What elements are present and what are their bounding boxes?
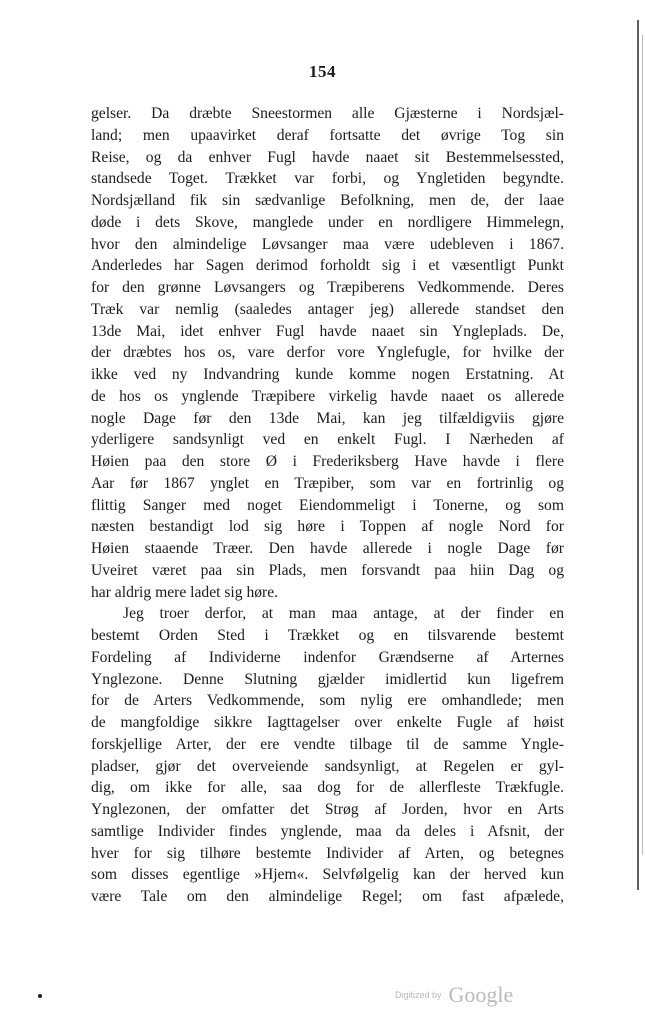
text-line: bestemt Orden Sted i Trækket og en tilsvarende bestemt (91, 627, 564, 644)
text-line: Jeg troer derfor, at man maa antage, at der finder en (123, 605, 564, 623)
text-line: der dræbtes hos os, vare derfor vore Ynglefugle, for hvilke der (91, 344, 564, 362)
text-line: for de Arters Vedkommende, som nylig ere omhandlede; men (91, 692, 564, 710)
text-line: Ynglezone. Denne Slutning gjælder imidlertid kun ligefrem (91, 670, 564, 688)
text-line: dig, om ikke for alle, saa dog for de allerfleste Trækfugle. (91, 779, 564, 797)
text-line: land; men upaavirket deraf fortsatte det øvrige Tog sin (91, 126, 564, 144)
text-line: har aldrig mere ladet sig høre. (91, 583, 279, 601)
text-line: hver for sig tilhøre bestemte Individer af Arten, og betegnes (91, 844, 564, 862)
text-line: de mangfoldige sikkre Iagttagelser over enkelte Fugle af høist (91, 714, 564, 731)
text-line: for den grønne Løvsangers og Træpiberens Vedkommende. Deres (91, 279, 564, 296)
text-line: som disses egentlige »Hjem«. Selvfølgelig kan der herved kun (91, 866, 564, 884)
body-text (91, 103, 564, 908)
text-line: Høien staaende Træer. Den havde allerede i nogle Dage før (91, 540, 564, 557)
text-line: Anderledes har Sagen derimod forholdt sig i et væsentligt Punkt (91, 257, 564, 275)
text-line: Aar før 1867 ynglet en Træpiber, som var en fortrinlig og (91, 474, 564, 492)
text-line: Reise, og da enhver Fugl havde naaet sit Bestemmelsessted, (91, 148, 564, 166)
text-line: Høien paa den store Ø i Frederiksberg Have havde i flere (91, 453, 564, 470)
text-line: nogle Dage før den 13de Mai, kan jeg tilfældigviis gjøre (91, 409, 564, 427)
scan-speck (38, 994, 42, 998)
text-line: flittig Sanger med noget Eiendommeligt i Tonerne, og som (91, 496, 564, 514)
text-line: pladser, gjør det overveiende sandsynligt, at Regelen er gyl- (91, 757, 564, 775)
page-number: 154 (309, 62, 336, 81)
text-line: forskjellige Arter, der ere vendte tilbage til de samme Yngle- (91, 735, 564, 753)
text-line: Træk var nemlig (saaledes antager jeg) allerede standset den (91, 300, 564, 318)
text-line: Ynglezonen, der omfatter det Strøg af Jorden, hvor en Arts (91, 801, 564, 818)
text-line: Nordsjælland fik sin sædvanlige Befolkning, men de, der laae (91, 192, 564, 209)
page-edge-shadow (637, 20, 639, 890)
text-line: hvor den almindelige Løvsanger maa være udebleven i 1867. (91, 235, 564, 253)
page-edge-line (642, 35, 643, 855)
text-line: ikke ved ny Indvandring kunde komme nogen Erstatning. At (91, 366, 564, 383)
digitized-watermark (395, 982, 513, 1008)
text-line: gelser. Da dræbte Sneestormen alle Gjæsterne i Nordsjæl- (91, 105, 564, 122)
text-line: være Tale om den almindelige Regel; om fast afpælede, (91, 888, 564, 905)
google-logo: Google (448, 982, 514, 1007)
text-line: de hos os ynglende Træpibere virkelig havde naaet os allerede (91, 387, 564, 405)
text-line: næsten bestandigt lod sig høre i Toppen af nogle Nord for (91, 518, 564, 536)
text-line: Fordeling af Individerne indenfor Grændserne af Arternes (91, 648, 564, 666)
text-line: standsede Toget. Trækket var forbi, og Yngletiden begyndte. (91, 170, 564, 188)
text-line: 13de Mai, idet enhver Fugl havde naaet sin Yngleplads. De, (91, 322, 564, 340)
watermark-small-text: Digitized by (395, 990, 442, 1000)
text-line: yderligere sandsynligt ved en enkelt Fugl. I Nærheden af (91, 431, 564, 449)
text-line: døde i dets Skove, manglede under en nordligere Himmelegn, (91, 213, 564, 231)
text-line: Uveiret været paa sin Plads, men forsvandt paa hiin Dag og (91, 561, 564, 579)
text-line: samtlige Individer findes ynglende, maa da deles i Afsnit, der (91, 822, 564, 840)
